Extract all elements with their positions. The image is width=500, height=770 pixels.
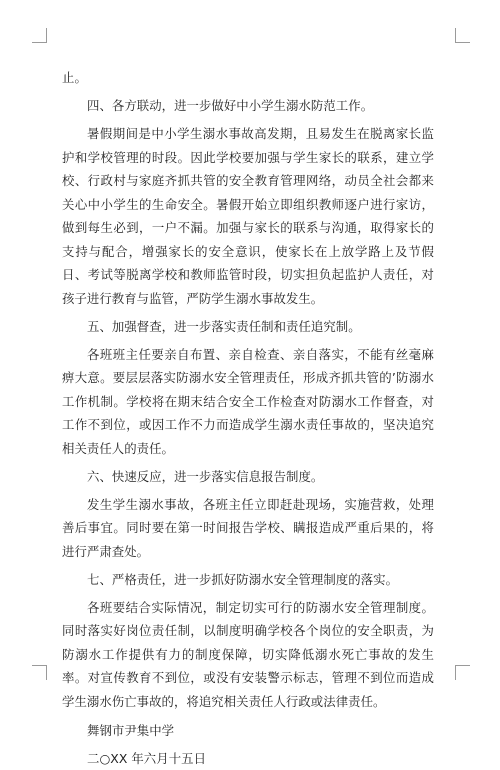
crop-mark-top-right [455,28,470,43]
signoff-date: 二○XX 年六月十五日 [62,747,434,770]
section-heading-5: 五、加强督查，进一步落实责任制和责任追究制。 [62,315,434,339]
section-body-7: 各班要结合实际情况，制定切实可行的防溺水安全管理制度。同时落实好岗位责任制，以制度明确学校各个岗位的安全职责，为防溺水工作提供有力的制度保障，切实降低溺水死亡事故的发生率。对宣传教育不到位，或没有安装警示标志，管理不到位而造成学生溺水伤亡事故的，将追究相关责任人行政或法律责任。 [62,596,434,714]
paragraph-continuation: 止。 [62,66,434,90]
document-body [62,66,434,770]
crop-mark-bottom-left [32,665,47,680]
crop-mark-top-left [32,28,47,43]
crop-mark-bottom-right [455,665,470,680]
section-heading-6: 六、快速反应，进一步落实信息报告制度。 [62,465,434,489]
section-body-4: 暑假期间是中小学生溺水事故高发期，且易发生在脱离家长监护和学校管理的时段。因此学校要加强与学生家长的联系，建立学校、行政村与家庭齐抓共管的安全教育管理网络，动员全社会都来关心中小学生的生命安全。暑假开始立即组织教师逐户进行家访，做到每生必到，一户不漏。加强与家长的联系与沟通，取得家长的支持与配合，增强家长的安全意识，使家长在上放学路上及节假日、考试等脱离学校和教师监管时段，切实担负起监护人责任，对孩子进行教育与监管，严防学生溺水事故发生。 [62,122,434,310]
signoff-school: 舞钢市尹集中学 [62,719,434,743]
section-heading-4: 四、各方联动，进一步做好中小学生溺水防范工作。 [62,94,434,118]
section-body-5: 各班班主任要亲自布置、亲自检查、亲自落实，不能有丝毫麻痹大意。要层层落实防溺水安全管理责任，形成齐抓共管的’防溺水工作机制。学校将在期末结合安全工作检查对防溺水工作督查，对工作不到位，或因工作不力而造成学生溺水责任事故的，坚决追究相关责任人的责任。 [62,343,434,461]
section-body-6: 发生学生溺水事故，各班主任立即赶赴现场，实施营救，处理善后事宜。同时要在第一时间报告学校、瞒报造成严重后果的，将进行严肃查处。 [62,493,434,564]
section-heading-7: 七、严格责任，进一步抓好防溺水安全管理制度的落实。 [62,568,434,592]
